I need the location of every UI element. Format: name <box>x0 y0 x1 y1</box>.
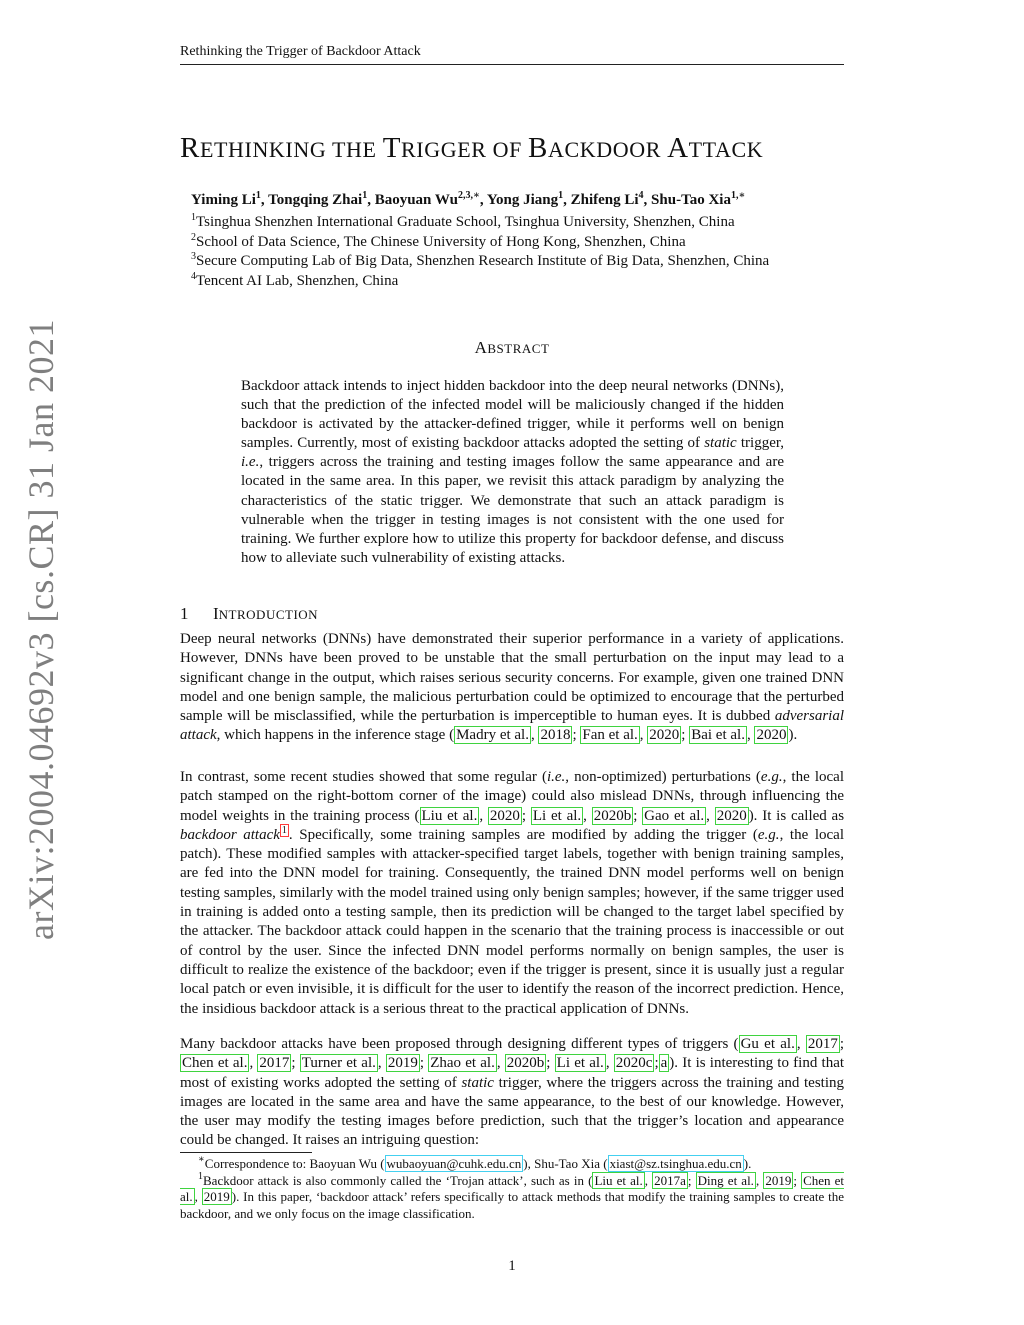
page-number: 1 <box>508 1258 516 1274</box>
citation-link[interactable]: 2017 <box>259 1055 290 1072</box>
affiliation: $^2$School of Data Science, The Chinese University of Hong Kong, Shenzhen, China <box>191 231 686 250</box>
citation-link[interactable]: 2020 <box>649 727 680 744</box>
footnote-correspondence: ∗Correspondence to: Baoyuan Wu ( wubaoyuan@cuhk.edu.cn ), Shu-Tao Xia ( xiast@sz.tsinghua.edu.cn ). <box>198 1154 752 1171</box>
citation-link[interactable]: Li et al. <box>532 807 582 824</box>
citation-link[interactable]: Liu et al. <box>421 807 478 824</box>
affiliation: $^3$Secure Computing Lab of Big Data, Shenzhen Research Institute of Big Data, Shenzhen, China <box>191 251 770 269</box>
author: Baoyuan Wu <box>374 192 458 208</box>
author: Yiming Li <box>191 192 256 208</box>
email-link[interactable]: wubaoyuan@cuhk.edu.cn <box>386 1156 522 1171</box>
author: Shu-Tao Xia <box>651 192 731 208</box>
citation-link[interactable]: Chen et al. <box>182 1055 248 1072</box>
citation-link[interactable]: 2017a <box>654 1172 686 1188</box>
citation-link[interactable]: 2020b <box>593 807 632 824</box>
affiliation: $^1$Tsinghua Shenzhen International Graduate School, Tsinghua University, Shenzhen, China <box>191 212 735 230</box>
author: Tongqing Zhai <box>268 192 363 208</box>
citation-link[interactable]: 2019 <box>203 1189 230 1205</box>
citation-link[interactable]: 2020 <box>489 807 520 824</box>
running-header: Rethinking the Trigger of Backdoor Attack <box>180 44 844 65</box>
author: Yong Jiang <box>486 192 559 208</box>
citation-link[interactable]: a <box>660 1055 668 1072</box>
affiliation: $^4$Tencent AI Lab, Shenzhen, China <box>191 270 399 289</box>
citation-link[interactable]: Zhao et al. <box>430 1055 495 1072</box>
paper-title: RETHINKING THE TRIGGER OF BACKDOOR ATTACK <box>180 132 764 164</box>
citation-link[interactable]: Ding et al. <box>697 1172 754 1188</box>
citation-link[interactable]: 2020b <box>506 1055 545 1072</box>
citation-link[interactable]: Turner et al. <box>301 1055 376 1072</box>
email-link[interactable]: xiast@sz.tsinghua.edu.cn <box>609 1156 742 1171</box>
intro-paragraph-1: Deep neural networks (DNNs) have demonstrated their superior performance in a variety of applications. However, DNNs have been proved to be unstable that the small perturbation on the input may lead to a significant change in the output, which raises serious security concerns. For example, given one trained DNN model and one benign sample, the malicious perturbation could be optimized to encourage that the perturbed sample will be misclassified, while the perturbation is imperceptible to human eyes. It is dubbed adversarial attack, which happens in the inference stage ( Madry et al. , 2018 ; Fan et al. , 2020 ; Bai et al. , 2020 ). <box>180 631 844 744</box>
footnote-divider <box>180 1152 312 1153</box>
intro-paragraph-3: Many backdoor attacks have been proposed through designing different types of triggers ( Gu et al. , 2017 ; Chen et al. , 2017 ; Turner et al. , 2019 ; Zhao et al. , 2020b ; Li et al. , 2020c ; a ). It is interesting to find that most of existing works adopted the setting of static trigger, where the triggers across the training and testing images are located in the same area and have the same appearance, to the best of our knowledge. However, the user may modify the testing images before prediction, such that the trigger’s location and appearance could be changed. It raises an intriguing question: <box>180 1036 845 1149</box>
citation-link[interactable]: 2020c <box>615 1055 653 1072</box>
author: Zhifeng Li <box>570 192 639 208</box>
intro-paragraph-2: In contrast, some recent studies showed that some regular (i.e., non-optimized) perturbations (e.g., the local patch stamped on the right-bottom corner of the image) could also mislead DNNs, through influencing the model weights in the training process ( Liu et al. , 2020 ; Li et al. , 2020b ; Gao et al. , 2020 ). It is called as backdoor attack $^1$ . Specifically, some training samples are modified by adding the trigger (e.g., the local patch). These modified samples with attacker-specified target labels, together with benign training samples, are fed into the DNN model for training. Consequently, the trained DNN model performs well on benign testing samples, similarly with the model trained using only benign samples; however, if the same trigger used in training is added onto a testing sample, then its prediction will be changed to the target label specified by the attacker. The backdoor attack could happen in the scenario that the training process is inaccessible or out of control by the user. Since the infected DNN model performs normally on benign samples, the user is difficult to realize the existence of the backdoor; even if the trigger is present, since it is usually just a regular local patch or even invisible, it is difficult for the user to identify the reason of the incorrect prediction. Hence, the insidious backdoor attack is a serious threat to the practical application of DNNs. <box>180 769 845 1017</box>
citation-link[interactable]: Bai et al. <box>691 727 745 744</box>
section-heading-introduction: 1 INTRODUCTION <box>180 604 319 623</box>
author-list: Yiming Li$^1$, Tongqing Zhai$^1$, Baoyuan $Wu^{2,3,∗}$, Yong Jiang$^1$, Zhifeng Li$^4$, Shu-Tao Xia$^{1,∗}$ <box>191 190 746 208</box>
citation-link[interactable]: 2018 <box>540 727 571 744</box>
arxiv-identifier: arXiv:2004.04692v3 [cs.CR] 31 Jan 2021 <box>21 319 61 940</box>
footnote-1: $^1$Backdoor attack is also commonly called the ‘Trojan attack’, such as in ( Liu et al. , 2017a ; Ding et al. , 2019 ; Chen et al. , 2019 ). In this paper, ‘backdoor attack’ refers specifically to attack methods that modify the training samples to create the backdoor, and we only focus on the image classification. <box>180 1170 845 1222</box>
footnote-link[interactable]: 1 <box>281 824 287 836</box>
citation-link[interactable]: 2019 <box>765 1172 792 1188</box>
citation-link[interactable]: Li et al. <box>556 1055 604 1072</box>
footnotes <box>180 1156 844 1223</box>
abstract-text: Backdoor attack intends to inject hidden backdoor into the deep neural networks (DNNs), such that the prediction of the infected model will be maliciously changed if the hidden backdoor is activated by the attacker-defined trigger, while it performs well on benign samples. Currently, most of existing backdoor attacks adopted the setting of static trigger, i.e., triggers across the training and testing images follow the same appearance and are located in the same area. In this paper, we revisit this attack paradigm by analyzing the characteristics of the static trigger. We demonstrate that such an attack paradigm is vulnerable when the trigger in testing images is not consistent with the one used for training. We further explore how to utilize this property for backdoor defense, and discuss how to alleviate such vulnerability of existing attacks. <box>241 378 784 566</box>
citation-link[interactable]: Gao et al. <box>644 807 705 824</box>
citation-link[interactable]: 2020 <box>716 807 747 824</box>
citation-link[interactable]: 2020 <box>756 727 787 744</box>
abstract-heading: ABSTRACT <box>474 338 550 357</box>
citation-link[interactable]: 2019 <box>387 1055 418 1072</box>
citation-link[interactable]: Gu et al. <box>740 1036 795 1052</box>
citation-link[interactable]: Fan et al. <box>582 727 638 744</box>
citation-link[interactable]: Liu et al. <box>594 1172 643 1188</box>
citation-link[interactable]: Chen et al. <box>180 1172 845 1205</box>
citation-link[interactable]: 2017 <box>807 1036 838 1052</box>
citation-link[interactable]: Madry et al. <box>456 727 529 744</box>
affiliation-list <box>191 213 769 291</box>
